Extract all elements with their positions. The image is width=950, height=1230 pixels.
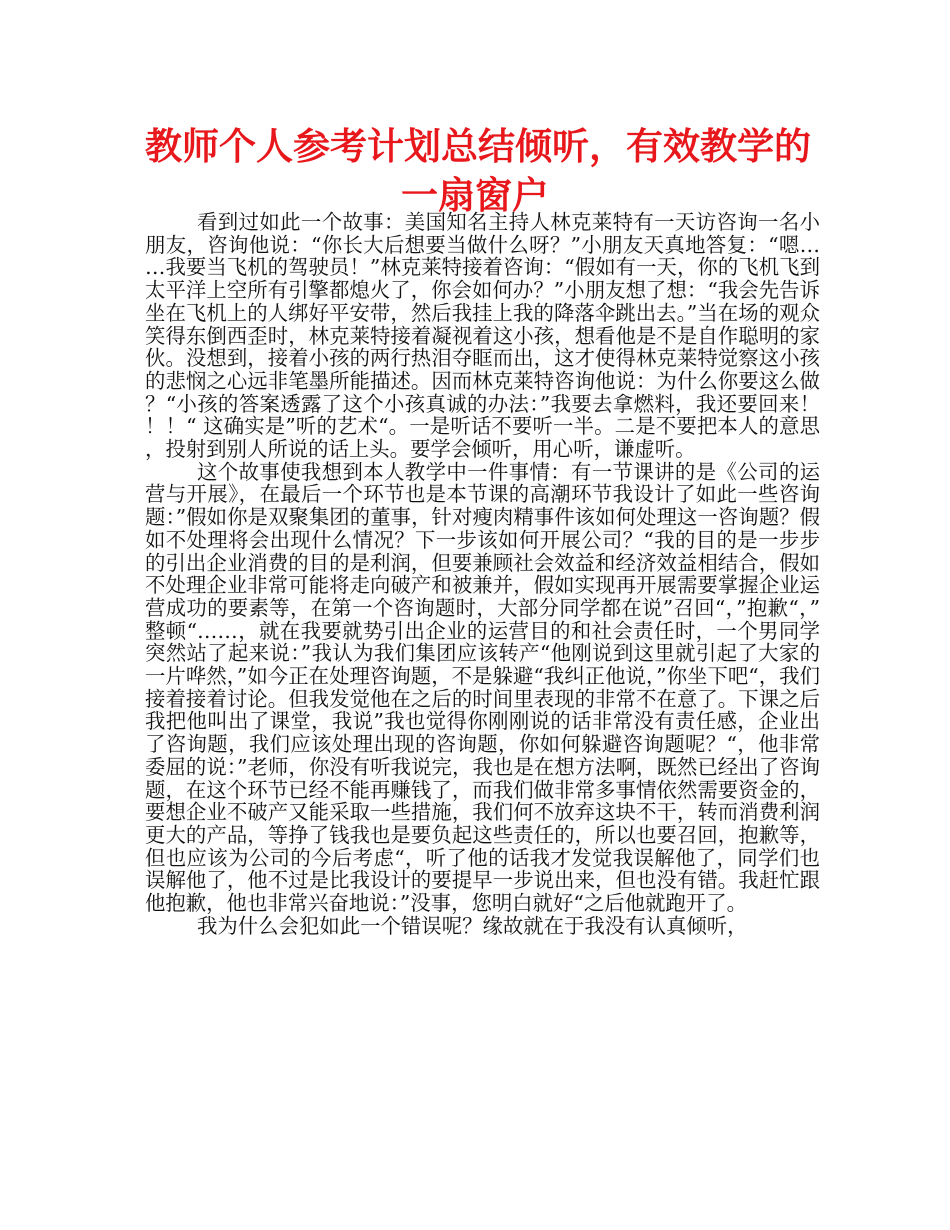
document-title [145, 122, 811, 220]
title-line-2: 一扇窗户 [401, 174, 549, 217]
paragraph-3: 我为什么会犯如此一个错误呢？缘故就在于我没有认真倾听， [197, 913, 748, 938]
paragraph-2: 这个故事使我想到本人教学中一件事情：有一节课讲的是《公司的运营与开展》，在最后一个环节也是本节课的高潮环节我设计了如此一些咨询题：”假如你是双聚集团的董事，针对瘦肉精事件该如何处理这一咨询题？假如不处理将会出现什么情况？下一步该如何开展公司？“我的目的是一步步的引出企业消费的目的是利润，但要兼顾社会效益和经济效益相结合，假如不处理企业非常可能将走向破产和被兼并，假如实现再开展需要掌握企业运营成功的要素等，在第一个咨询题时，大部分同学都在说”召回“，”抱歉“，”整顿“……，就在我要就势引出企业的运营目的和社会责任时，一个男同学突然站了起来说：”我认为我们集团应该转产“他刚说到这里就引起了大家的一片哗然，”如今正在处理咨询题，不是躲避“我纠正他说，”你坐下吧“，我们接着接着讨论。但我发觉他在之后的时间里表现的非常不在意了。下课之后我把他叫出了课堂，我说”我也觉得你刚刚说的话非常没有责任感，企业出了咨询题，我们应该处理出现的咨询题，你如何躲避咨询题呢？“，他非常委屈的说：”老师，你没有听我说完，我也是在想方法啊，既然已经出了咨询题，在这个环节已经不能再赚钱了，而我们做非常多事情依然需要资金的，要想企业不破产又能采取一些措施，我们何不放弃这块不干，转而消费利润更大的产品，等挣了钱我也是要负起这些责任的，所以也要召回，抱歉等，但也应该为公司的今后考虑“，听了他的话我才发觉我误解他了，同学们也误解他了，他不过是比我设计的要提早一步说出来，但也没有错。我赶忙跟他抱歉，他也非常兴奋地说：”没事，您明白就好“之后他就跑开了。 [145, 459, 820, 916]
title-line-1: 教师个人参考计划总结倾听，有效教学的 [145, 125, 811, 168]
paragraph-1: 看到过如此一个故事：美国知名主持人林克莱特有一天访咨询一名小朋友，咨询他说：“你长大后想要当做什么呀？”小朋友天真地答复：“嗯……我要当飞机的驾驶员！”林克莱特接着咨询：“假如有一天，你的飞机飞到太平洋上空所有引擎都熄火了，你会如何办？”小朋友想了想：“我会先告诉坐在飞机上的人绑好平安带，然后我挂上我的降落伞跳出去。”当在场的观众笑得东倒西歪时，林克莱特接着凝视着这小孩，想看他是不是自作聪明的家伙。没想到，接着小孩的两行热泪夺眶而出，这才使得林克莱特觉察这小孩的悲悯之心远非笔墨所能描述。因而林克莱特咨询他说：为什么你要这么做？“小孩的答案透露了这个小孩真诚的办法：”我要去拿燃料，我还要回来！！！“ 这确实是”听的艺术“。一是听话不要听一半。二是不要把本人的意思，投射到别人所说的话上头。要学会倾听，用心听，谦虚听。 [145, 210, 820, 462]
document-body [145, 211, 820, 938]
